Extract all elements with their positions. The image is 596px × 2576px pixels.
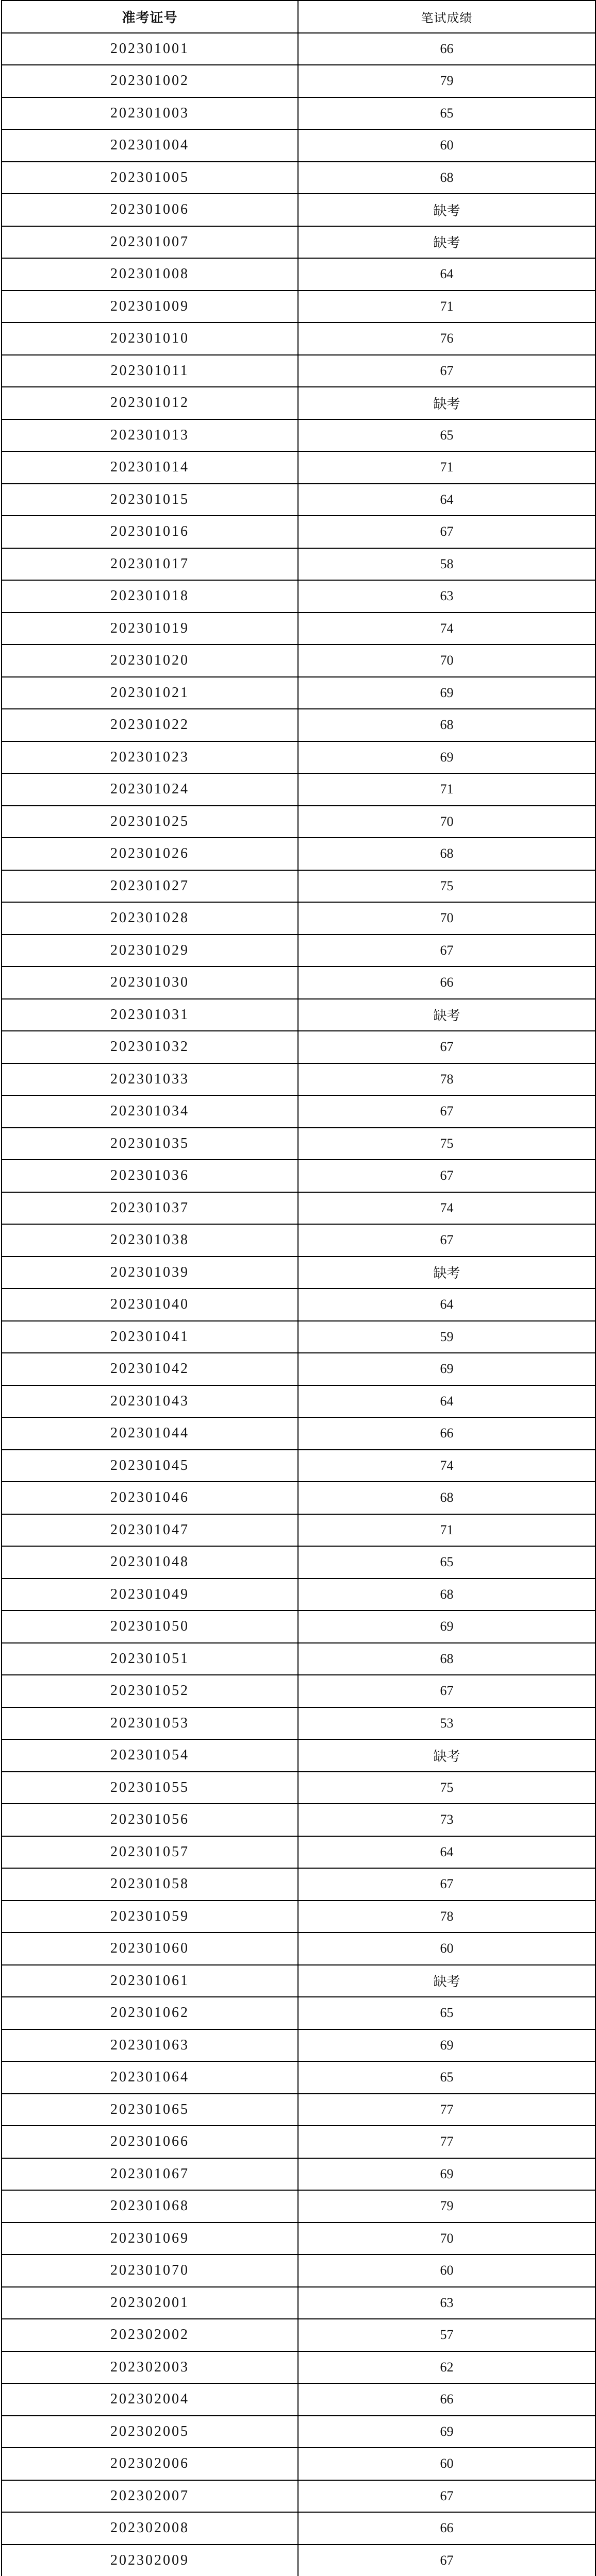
table-row: [2, 1611, 595, 1643]
exam-id-cell: 202301055: [2, 1772, 298, 1804]
written-score-cell: 79: [298, 65, 595, 97]
exam-id-cell: 202301061: [2, 1965, 298, 1997]
table-row: [2, 548, 595, 581]
table-row: [2, 1450, 595, 1482]
exam-id-cell: 202301031: [2, 999, 298, 1031]
written-score-cell: 66: [298, 1417, 595, 1450]
written-score-cell: 71: [298, 1514, 595, 1547]
exam-id-cell: 202301041: [2, 1321, 298, 1353]
exam-id-cell: 202301070: [2, 2255, 298, 2287]
table-row: [2, 484, 595, 516]
written-score-cell: 77: [298, 2094, 595, 2126]
written-score-cell: 67: [298, 2545, 595, 2576]
table-row: [2, 1031, 595, 1063]
table-row: [2, 999, 595, 1031]
table-row: [2, 2287, 595, 2319]
table-row: [2, 1224, 595, 1257]
written-score-cell: 68: [298, 1482, 595, 1514]
exam-id-cell: 202301028: [2, 902, 298, 935]
table-row: [2, 709, 595, 741]
written-score-cell: 65: [298, 1546, 595, 1579]
table-row: [2, 1868, 595, 1901]
table-row: [2, 2126, 595, 2158]
exam-id-cell: 202302005: [2, 2416, 298, 2448]
table-row: [2, 65, 595, 97]
written-score-cell: 70: [298, 806, 595, 838]
exam-id-cell: 202301049: [2, 1579, 298, 1611]
table-header: [2, 1, 595, 33]
table-row: [2, 773, 595, 806]
table-row: [2, 1385, 595, 1418]
table-row: [2, 677, 595, 709]
table-row: [2, 806, 595, 838]
exam-id-cell: 202301062: [2, 1997, 298, 2029]
exam-id-cell: 202302009: [2, 2545, 298, 2576]
written-score-cell: 缺考: [298, 194, 595, 226]
written-score-cell: 69: [298, 741, 595, 774]
written-score-cell: 76: [298, 323, 595, 355]
exam-id-cell: 202301050: [2, 1611, 298, 1643]
written-score-cell: 79: [298, 2190, 595, 2223]
table-row: [2, 1417, 595, 1450]
written-score-cell: 67: [298, 935, 595, 967]
table-row: [2, 291, 595, 323]
table-row: [2, 1063, 595, 1096]
exam-id-cell: 202301046: [2, 1482, 298, 1514]
table-row: [2, 323, 595, 355]
exam-id-cell: 202301012: [2, 387, 298, 419]
exam-id-cell: 202301056: [2, 1804, 298, 1836]
exam-id-cell: 202301058: [2, 1868, 298, 1901]
written-score-cell: 64: [298, 1385, 595, 1418]
exam-id-cell: 202301057: [2, 1836, 298, 1869]
written-score-cell: 77: [298, 2126, 595, 2158]
exam-id-cell: 202301018: [2, 580, 298, 613]
exam-id-cell: 202301069: [2, 2223, 298, 2255]
exam-id-cell: 202301013: [2, 419, 298, 452]
written-score-cell: 71: [298, 773, 595, 806]
table-row: [2, 2061, 595, 2094]
table-row: [2, 1192, 595, 1225]
table-row: [2, 2480, 595, 2513]
table-row: [2, 1901, 595, 1933]
table-row: [2, 1482, 595, 1514]
written-score-cell: 68: [298, 1643, 595, 1675]
table-body: [2, 33, 595, 2576]
exam-id-cell: 202301054: [2, 1739, 298, 1772]
exam-id-cell: 202301033: [2, 1063, 298, 1096]
exam-id-cell: 202301048: [2, 1546, 298, 1579]
written-score-cell: 57: [298, 2319, 595, 2351]
table-row: [2, 162, 595, 194]
exam-id-cell: 202301053: [2, 1707, 298, 1740]
table-row: [2, 2545, 595, 2576]
table-row: [2, 2158, 595, 2191]
exam-id-cell: 202302002: [2, 2319, 298, 2351]
exam-id-cell: 202302004: [2, 2383, 298, 2416]
written-score-cell: 67: [298, 1095, 595, 1128]
written-score-cell: 71: [298, 291, 595, 323]
written-score-cell: 63: [298, 2287, 595, 2319]
exam-id-cell: 202302003: [2, 2351, 298, 2384]
exam-id-cell: 202301017: [2, 548, 298, 581]
header-exam-id: 准考证号: [2, 1, 298, 33]
table-row: [2, 870, 595, 903]
written-score-cell: 67: [298, 1160, 595, 1192]
table-row: [2, 1128, 595, 1160]
exam-id-cell: 202301034: [2, 1095, 298, 1128]
exam-id-cell: 202301037: [2, 1192, 298, 1225]
table-row: [2, 226, 595, 259]
table-row: [2, 2029, 595, 2062]
written-score-cell: 74: [298, 1450, 595, 1482]
exam-id-cell: 202301030: [2, 967, 298, 999]
exam-id-cell: 202301009: [2, 291, 298, 323]
exam-id-cell: 202301019: [2, 613, 298, 645]
table-row: [2, 2416, 595, 2448]
table-row: [2, 387, 595, 419]
table-row: [2, 2190, 595, 2223]
written-score-cell: 74: [298, 613, 595, 645]
written-score-cell: 67: [298, 1868, 595, 1901]
table-row: [2, 1353, 595, 1385]
table-row: [2, 129, 595, 162]
exam-id-cell: 202301027: [2, 870, 298, 903]
written-score-cell: 66: [298, 967, 595, 999]
exam-id-cell: 202301051: [2, 1643, 298, 1675]
table-row: [2, 2383, 595, 2416]
written-score-cell: 67: [298, 1031, 595, 1063]
written-score-cell: 69: [298, 2158, 595, 2191]
written-score-cell: 64: [298, 484, 595, 516]
written-score-cell: 60: [298, 2448, 595, 2480]
table-row: [2, 1836, 595, 1869]
exam-id-cell: 202301016: [2, 516, 298, 548]
written-score-cell: 69: [298, 2416, 595, 2448]
table-row: [2, 2512, 595, 2545]
written-score-cell: 66: [298, 2383, 595, 2416]
table-row: [2, 194, 595, 226]
written-score-cell: 67: [298, 1675, 595, 1707]
exam-id-cell: 202301059: [2, 1901, 298, 1933]
exam-id-cell: 202301003: [2, 97, 298, 130]
exam-id-cell: 202301067: [2, 2158, 298, 2191]
exam-id-cell: 202301015: [2, 484, 298, 516]
table-row: [2, 1257, 595, 1289]
exam-id-cell: 202301063: [2, 2029, 298, 2062]
exam-id-cell: 202302001: [2, 2287, 298, 2319]
written-score-cell: 70: [298, 2223, 595, 2255]
written-score-cell: 68: [298, 162, 595, 194]
exam-id-cell: 202301040: [2, 1289, 298, 1321]
written-score-cell: 67: [298, 355, 595, 387]
written-score-cell: 缺考: [298, 387, 595, 419]
table-row: [2, 2094, 595, 2126]
written-score-cell: 63: [298, 580, 595, 613]
written-score-cell: 68: [298, 838, 595, 870]
exam-id-cell: 202301007: [2, 226, 298, 259]
table-row: [2, 613, 595, 645]
written-score-cell: 75: [298, 1128, 595, 1160]
exam-id-cell: 202301036: [2, 1160, 298, 1192]
exam-id-cell: 202301002: [2, 65, 298, 97]
table-row: [2, 1707, 595, 1740]
written-score-cell: 缺考: [298, 999, 595, 1031]
exam-id-cell: 202301020: [2, 645, 298, 677]
table-row: [2, 1675, 595, 1707]
table-row: [2, 935, 595, 967]
written-score-cell: 74: [298, 1192, 595, 1225]
table-row: [2, 580, 595, 613]
exam-id-cell: 202301045: [2, 1450, 298, 1482]
exam-id-cell: 202301066: [2, 2126, 298, 2158]
table-row: [2, 2448, 595, 2480]
exam-id-cell: 202301010: [2, 323, 298, 355]
exam-id-cell: 202301026: [2, 838, 298, 870]
table-row: [2, 741, 595, 774]
written-score-cell: 62: [298, 2351, 595, 2384]
written-score-cell: 69: [298, 677, 595, 709]
written-score-cell: 67: [298, 516, 595, 548]
exam-id-cell: 202301022: [2, 709, 298, 741]
written-score-cell: 65: [298, 419, 595, 452]
header-written-score: 笔试成绩: [298, 1, 595, 33]
written-score-cell: 78: [298, 1063, 595, 1096]
written-score-cell: 65: [298, 2061, 595, 2094]
exam-id-cell: 202301068: [2, 2190, 298, 2223]
table-row: [2, 1095, 595, 1128]
exam-id-cell: 202301011: [2, 355, 298, 387]
written-score-cell: 缺考: [298, 1739, 595, 1772]
written-score-cell: 60: [298, 129, 595, 162]
written-score-cell: 64: [298, 1836, 595, 1869]
exam-id-cell: 202302006: [2, 2448, 298, 2480]
exam-id-cell: 202301005: [2, 162, 298, 194]
table-row: [2, 1546, 595, 1579]
exam-id-cell: 202301065: [2, 2094, 298, 2126]
written-score-cell: 60: [298, 1933, 595, 1965]
written-score-cell: 67: [298, 2480, 595, 2513]
exam-id-cell: 202301044: [2, 1417, 298, 1450]
written-score-cell: 70: [298, 645, 595, 677]
table-row: [2, 1514, 595, 1547]
written-score-cell: 71: [298, 451, 595, 484]
written-score-cell: 70: [298, 902, 595, 935]
table-row: [2, 1933, 595, 1965]
exam-id-cell: 202301021: [2, 677, 298, 709]
written-score-cell: 66: [298, 2512, 595, 2545]
exam-id-cell: 202301014: [2, 451, 298, 484]
table-row: [2, 2223, 595, 2255]
written-score-cell: 69: [298, 1611, 595, 1643]
table-row: [2, 1965, 595, 1997]
written-score-cell: 65: [298, 97, 595, 130]
exam-id-cell: 202301043: [2, 1385, 298, 1418]
score-table: [1, 0, 596, 2576]
table-row: [2, 33, 595, 65]
exam-id-cell: 202301035: [2, 1128, 298, 1160]
table-row: [2, 1643, 595, 1675]
exam-id-cell: 202301008: [2, 258, 298, 291]
exam-id-cell: 202302007: [2, 2480, 298, 2513]
table-row: [2, 355, 595, 387]
written-score-cell: 75: [298, 1772, 595, 1804]
table-row: [2, 2255, 595, 2287]
written-score-cell: 66: [298, 33, 595, 65]
written-score-cell: 69: [298, 1353, 595, 1385]
exam-id-cell: 202301023: [2, 741, 298, 774]
table-row: [2, 1997, 595, 2029]
exam-id-cell: 202301004: [2, 129, 298, 162]
written-score-cell: 53: [298, 1707, 595, 1740]
exam-id-cell: 202301052: [2, 1675, 298, 1707]
exam-id-cell: 202301042: [2, 1353, 298, 1385]
written-score-cell: 68: [298, 709, 595, 741]
table-row: [2, 1321, 595, 1353]
table-row: [2, 1739, 595, 1772]
exam-id-cell: 202301064: [2, 2061, 298, 2094]
written-score-cell: 59: [298, 1321, 595, 1353]
table-row: [2, 451, 595, 484]
written-score-cell: 69: [298, 2029, 595, 2062]
exam-id-cell: 202301060: [2, 1933, 298, 1965]
table-row: [2, 2319, 595, 2351]
exam-id-cell: 202301006: [2, 194, 298, 226]
table-row: [2, 1804, 595, 1836]
table-row: [2, 419, 595, 452]
written-score-cell: 73: [298, 1804, 595, 1836]
exam-id-cell: 202301025: [2, 806, 298, 838]
table-row: [2, 1160, 595, 1192]
table-row: [2, 1579, 595, 1611]
header-row: [2, 1, 595, 33]
written-score-cell: 58: [298, 548, 595, 581]
written-score-cell: 68: [298, 1579, 595, 1611]
written-score-cell: 缺考: [298, 1965, 595, 1997]
table-row: [2, 645, 595, 677]
written-score-cell: 67: [298, 1224, 595, 1257]
written-score-cell: 缺考: [298, 226, 595, 259]
exam-id-cell: 202301032: [2, 1031, 298, 1063]
table-row: [2, 838, 595, 870]
table-row: [2, 1772, 595, 1804]
table-row: [2, 2351, 595, 2384]
written-score-cell: 60: [298, 2255, 595, 2287]
table-row: [2, 258, 595, 291]
written-score-cell: 缺考: [298, 1257, 595, 1289]
table-row: [2, 97, 595, 130]
exam-id-cell: 202302008: [2, 2512, 298, 2545]
exam-id-cell: 202301038: [2, 1224, 298, 1257]
exam-id-cell: 202301001: [2, 33, 298, 65]
written-score-cell: 64: [298, 1289, 595, 1321]
exam-id-cell: 202301039: [2, 1257, 298, 1289]
table-row: [2, 1289, 595, 1321]
exam-id-cell: 202301047: [2, 1514, 298, 1547]
written-score-cell: 65: [298, 1997, 595, 2029]
exam-id-cell: 202301029: [2, 935, 298, 967]
written-score-cell: 78: [298, 1901, 595, 1933]
table-row: [2, 902, 595, 935]
exam-id-cell: 202301024: [2, 773, 298, 806]
table-row: [2, 967, 595, 999]
table-row: [2, 516, 595, 548]
written-score-cell: 75: [298, 870, 595, 903]
written-score-cell: 64: [298, 258, 595, 291]
